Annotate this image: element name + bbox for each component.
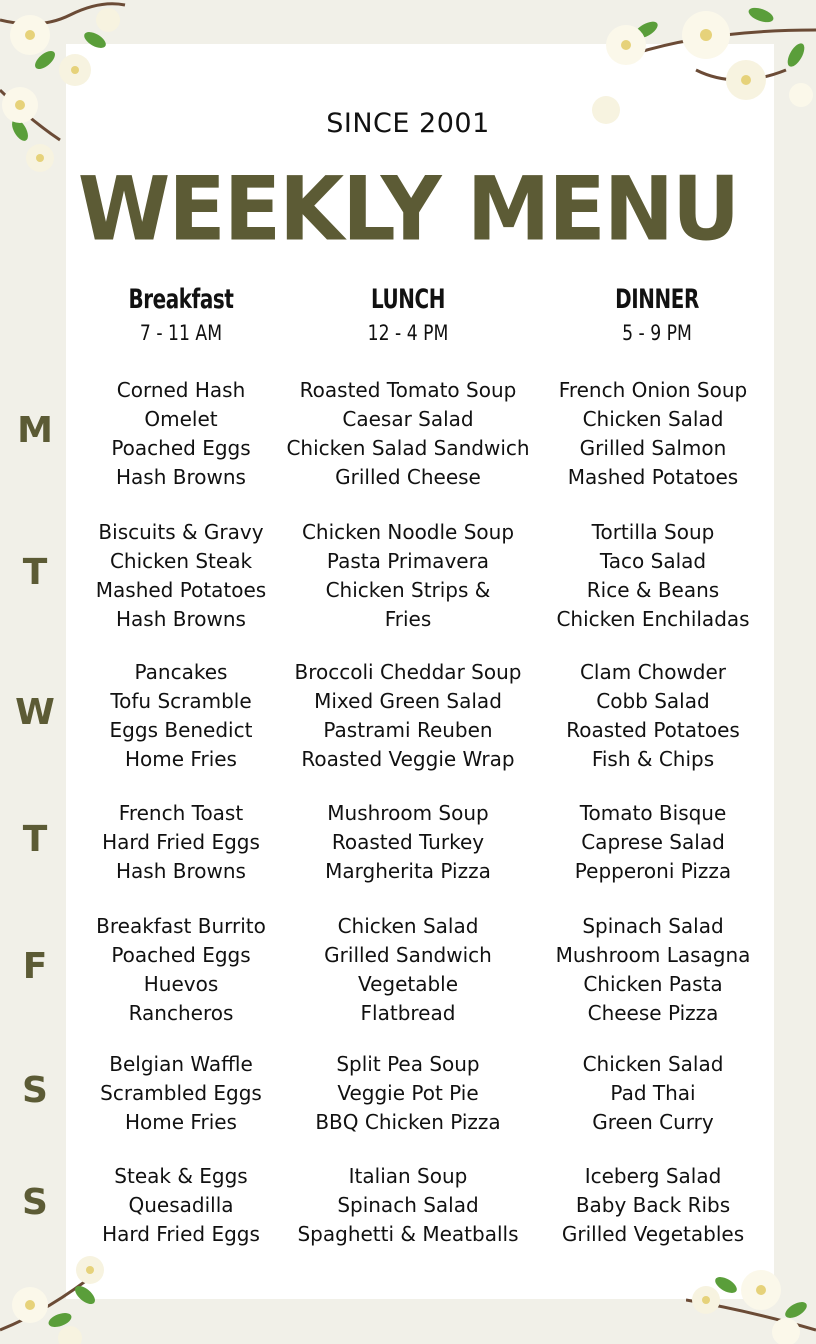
menu-item: Vegetable (357, 972, 459, 996)
menu-cell-dinner (538, 376, 768, 492)
menu-item: Pancakes (134, 660, 228, 684)
menu-cell-breakfast (66, 376, 296, 492)
menu-item: Iceberg Salad (584, 1164, 722, 1188)
menu-item: Broccoli Cheddar Soup (294, 660, 522, 684)
menu-item: Roasted Tomato Soup (299, 378, 517, 402)
menu-item: Chicken Noodle Soup (301, 520, 515, 544)
column-name: Breakfast (128, 284, 234, 315)
menu-cell-lunch (283, 658, 533, 774)
menu-item: Taco Salad (599, 549, 707, 573)
menu-item: Chicken Steak (109, 549, 253, 573)
menu-item: Cobb Salad (596, 689, 710, 713)
menu-cell-breakfast (66, 518, 296, 634)
column-header-lunch (293, 284, 523, 345)
menu-item: Pepperoni Pizza (574, 859, 732, 883)
menu-item: Fish & Chips (591, 747, 715, 771)
menu-item: Huevos (143, 972, 219, 996)
menu-item: Grilled Cheese (335, 465, 481, 489)
menu-item: Veggie Pot Pie (337, 1081, 479, 1105)
menu-cell-lunch (283, 799, 533, 886)
page-title: WEEKLY MENU (77, 157, 739, 261)
menu-item: Tomato Bisque (579, 801, 727, 825)
menu-item: Tortilla Soup (591, 520, 715, 544)
menu-item: Mushroom Lasagna (555, 943, 751, 967)
menu-item: Tofu Scramble (110, 689, 252, 713)
menu-cell-dinner (538, 518, 768, 634)
menu-item: BBQ Chicken Pizza (315, 1110, 501, 1134)
menu-item: Quesadilla (128, 1193, 234, 1217)
menu-item: Chicken Enchiladas (556, 607, 750, 631)
menu-item: Hard Fried Eggs (102, 1222, 260, 1246)
menu-item: Clam Chowder (579, 660, 727, 684)
day-letter: M (17, 410, 53, 451)
menu-item: Corned Hash (116, 378, 246, 402)
menu-item: Omelet (144, 407, 218, 431)
menu-item: Chicken Salad (582, 1052, 724, 1076)
menu-item: Caprese Salad (581, 830, 725, 854)
day-letter: S (22, 1181, 48, 1223)
menu-item: Mushroom Soup (327, 801, 489, 825)
flower-branch-top-left-icon (0, 0, 130, 180)
menu-item: Hard Fried Eggs (102, 830, 260, 854)
menu-item: Fries (384, 607, 432, 631)
day-letter: W (15, 692, 55, 733)
menu-cell-dinner (538, 1162, 768, 1249)
menu-cell-breakfast (66, 1162, 296, 1249)
menu-cell-dinner (538, 658, 768, 774)
menu-item: Belgian Waffle (109, 1052, 253, 1076)
menu-cell-breakfast (66, 658, 296, 774)
menu-item: Flatbread (360, 1001, 456, 1025)
menu-cell-dinner (538, 799, 768, 886)
menu-item: Italian Soup (348, 1164, 468, 1188)
menu-item: Roasted Potatoes (566, 718, 740, 742)
menu-cell-lunch (283, 1050, 533, 1137)
menu-item: Poached Eggs (111, 436, 251, 460)
column-name: LUNCH (370, 284, 445, 315)
menu-item: Pastrami Reuben (323, 718, 493, 742)
menu-item: Poached Eggs (111, 943, 251, 967)
menu-item: Hash Browns (116, 465, 246, 489)
menu-item: Mashed Potatoes (567, 465, 739, 489)
menu-item: Roasted Turkey (331, 830, 485, 854)
menu-item: Caesar Salad (342, 407, 474, 431)
menu-item: Rancheros (128, 1001, 234, 1025)
menu-item: Green Curry (592, 1110, 714, 1134)
since-tagline: SINCE 2001 (326, 108, 490, 139)
menu-item: Biscuits & Gravy (98, 520, 264, 544)
column-name: DINNER (615, 284, 699, 315)
menu-item: Spinach Salad (582, 914, 724, 938)
menu-item: Grilled Sandwich (324, 943, 492, 967)
menu-item: Scrambled Eggs (100, 1081, 262, 1105)
menu-item: Pasta Primavera (326, 549, 490, 573)
menu-item: French Onion Soup (558, 378, 748, 402)
menu-item: Split Pea Soup (336, 1052, 480, 1076)
menu-item: Chicken Salad (337, 914, 479, 938)
menu-cell-breakfast (66, 799, 296, 886)
menu-item: Chicken Pasta (583, 972, 723, 996)
flower-branch-bottom-right-icon (686, 1260, 816, 1344)
menu-item: Mashed Potatoes (95, 578, 267, 602)
menu-item: French Toast (118, 801, 244, 825)
column-hours: 7 - 11 AM (139, 321, 223, 345)
day-letter: F (22, 946, 48, 987)
menu-item: Hash Browns (116, 607, 246, 631)
day-letter: T (22, 552, 48, 593)
menu-item: Chicken Strips & (325, 578, 491, 602)
column-hours: 5 - 9 PM (622, 321, 692, 345)
menu-cell-lunch (283, 912, 533, 1028)
menu-cell-breakfast (66, 1050, 296, 1137)
menu-cell-breakfast (66, 912, 296, 1028)
menu-cell-lunch (283, 1162, 533, 1249)
menu-cell-dinner (538, 912, 768, 1028)
menu-item: Chicken Salad Sandwich (286, 436, 530, 460)
menu-item: Roasted Veggie Wrap (301, 747, 515, 771)
menu-item: Baby Back Ribs (575, 1193, 731, 1217)
day-letter: S (22, 1069, 48, 1111)
menu-item: Grilled Salmon (579, 436, 727, 460)
menu-cell-lunch (283, 376, 533, 492)
menu-item: Pad Thai (610, 1081, 696, 1105)
menu-cell-lunch (283, 518, 533, 634)
menu-item: Cheese Pizza (587, 1001, 719, 1025)
menu-item: Steak & Eggs (114, 1164, 248, 1188)
menu-item: Home Fries (125, 1110, 237, 1134)
menu-item: Mixed Green Salad (314, 689, 502, 713)
menu-item: Eggs Benedict (109, 718, 253, 742)
menu-item: Margherita Pizza (325, 859, 491, 883)
menu-item: Spaghetti & Meatballs (297, 1222, 519, 1246)
column-hours: 12 - 4 PM (367, 321, 449, 345)
column-header-dinner (542, 284, 772, 345)
menu-item: Hash Browns (116, 859, 246, 883)
flower-branch-bottom-left-icon (0, 1250, 110, 1344)
day-letter: T (22, 818, 48, 860)
column-header-breakfast (66, 284, 296, 345)
menu-cell-dinner (538, 1050, 768, 1137)
menu-item: Grilled Vegetables (561, 1222, 745, 1246)
menu-item: Breakfast Burrito (96, 914, 266, 938)
menu-item: Home Fries (125, 747, 237, 771)
menu-item: Rice & Beans (586, 578, 720, 602)
menu-item: Chicken Salad (582, 407, 724, 431)
menu-item: Spinach Salad (337, 1193, 479, 1217)
